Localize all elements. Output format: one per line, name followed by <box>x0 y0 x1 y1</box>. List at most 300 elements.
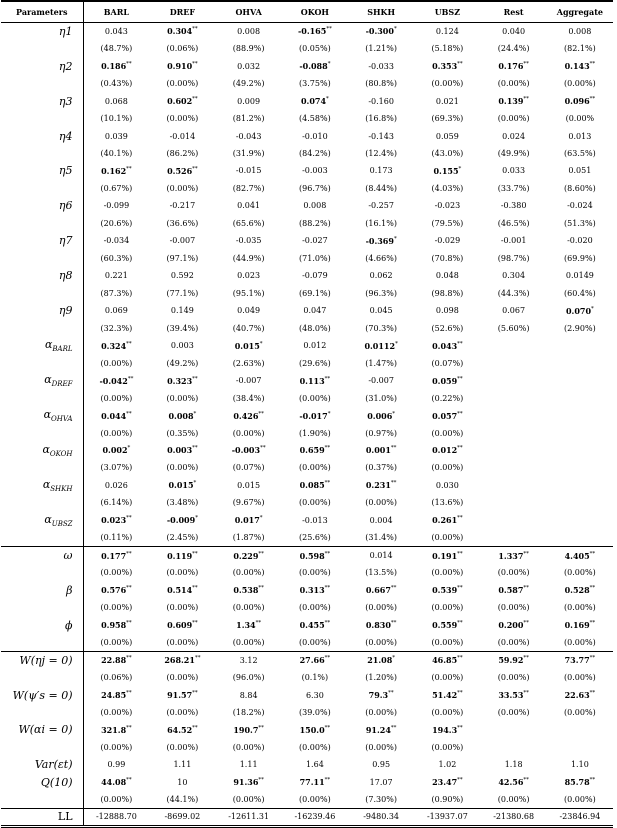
pvalue-cell: (97.1%) <box>166 253 199 263</box>
estimate-cell <box>481 407 547 424</box>
estimate-cell: 0.313** <box>299 585 331 596</box>
pvalue-row <box>1 250 613 267</box>
pvalue-cell: (44.1%) <box>166 795 199 805</box>
pvalue-cell: (0.00%) <box>166 79 199 89</box>
pvalue-cell: (2.45%) <box>166 533 199 543</box>
pvalue-cell: (0.00%) <box>166 673 199 683</box>
pvalue-cell: (36.6%) <box>166 218 199 228</box>
row-label-empty <box>1 285 83 302</box>
estimate-cell: 321.8** <box>83 721 149 738</box>
pvalue-cell: (7.30%) <box>365 795 397 805</box>
pvalue-cell: (0.00%) <box>431 742 464 752</box>
estimate-cell: 0.062 <box>369 271 393 281</box>
estimate-cell: 0.539** <box>432 585 463 596</box>
pvalue-cell: (32.3%) <box>83 319 149 336</box>
pvalue-cell: (88.9%) <box>232 44 265 54</box>
pvalue-row <box>1 634 613 651</box>
estimate-cell: 0.324** <box>83 337 149 354</box>
pvalue-cell: (0.37%) <box>365 463 397 473</box>
estimate-cell: 0.559** <box>432 620 463 631</box>
row-label-empty <box>1 791 83 808</box>
estimate-cell: 0.015* <box>168 480 197 491</box>
pvalue-cell: (95.1%) <box>232 288 265 298</box>
pvalue-cell: (0.00%) <box>83 634 149 651</box>
estimate-cell: 0.162** <box>83 162 149 179</box>
row-label-empty <box>1 564 83 581</box>
estimate-cell: 0.033 <box>502 166 526 176</box>
pvalue-cell: (79.5%) <box>431 218 464 228</box>
estimate-cell: 0.008 <box>303 201 327 211</box>
estimate-cell: -0.023 <box>434 201 461 211</box>
estimate-cell <box>481 442 547 459</box>
row-label-empty <box>1 389 83 406</box>
pvalue-row <box>1 739 613 756</box>
pvalue-cell: (0.00%) <box>232 428 265 438</box>
estimate-cell: 0.021 <box>435 96 459 106</box>
estimation-results-table <box>1 0 613 828</box>
variance-cell: 1.10 <box>570 760 589 770</box>
pvalue-cell: (46.5%) <box>497 218 530 228</box>
pvalue-cell: (1.87%) <box>232 533 265 543</box>
estimate-cell: -0.165** <box>297 26 332 37</box>
pvalue-cell: (31.4%) <box>365 533 397 543</box>
pvalue-cell: (0.00%) <box>431 708 464 718</box>
log-likelihood-cell: -23846.94 <box>547 809 613 826</box>
pvalue-cell: (33.7%) <box>497 183 530 193</box>
pvalue-cell: (0.67%) <box>83 180 149 197</box>
pvalue-cell: (0.00%) <box>564 673 596 683</box>
pvalue-row <box>1 459 613 476</box>
parameter-label: $\alpha_{DREF}$ <box>44 373 73 389</box>
pvalue-cell: (1.20%) <box>365 673 397 683</box>
estimate-cell: 0.455** <box>299 620 331 631</box>
estimate-cell: 0.041 <box>237 201 261 211</box>
pvalue-row <box>1 75 613 92</box>
pvalue-cell: (0.00%) <box>232 603 265 613</box>
row-label-empty <box>1 424 83 441</box>
pvalue-row <box>1 599 613 616</box>
estimate-cell: -0.034 <box>83 232 149 249</box>
pvalue-cell: (4.66%) <box>365 253 397 263</box>
pvalue-cell: (71.0%) <box>299 253 331 263</box>
estimate-cell: 0.043 <box>83 23 149 40</box>
parameter-label: η8 <box>58 269 73 283</box>
pvalue-cell: (52.6%) <box>431 323 464 333</box>
estimate-cell: -0.010 <box>302 131 328 141</box>
pvalue-cell: (0.00%) <box>83 704 149 721</box>
parameter-row <box>1 267 613 284</box>
pvalue-cell: (0.00%) <box>166 114 199 124</box>
estimate-cell: 0.0112* <box>364 340 398 351</box>
estimate-cell: 0.059** <box>432 375 463 386</box>
pvalue-cell: (87.3%) <box>83 285 149 302</box>
pvalue-cell <box>547 494 613 511</box>
pvalue-cell <box>547 354 613 371</box>
estimate-cell <box>547 407 613 424</box>
pvalue-cell: (0.00%) <box>497 637 530 647</box>
header-rest: Rest <box>481 1 547 23</box>
pvalue-cell: (1.90%) <box>299 428 331 438</box>
pvalue-cell: (0.00%) <box>232 742 265 752</box>
pvalue-cell: (0.00%) <box>299 637 331 647</box>
pvalue-cell <box>481 529 547 546</box>
estimate-cell: -0.027 <box>302 236 328 246</box>
pvalue-row <box>1 40 613 57</box>
pvalue-row <box>1 669 613 686</box>
variance-cell: 1.11 <box>173 760 192 770</box>
pvalue-cell: (0.00%) <box>232 568 265 578</box>
pvalue-cell: (31.0%) <box>365 393 397 403</box>
table-header-row <box>1 1 613 23</box>
pvalue-row <box>1 791 613 808</box>
estimate-cell: -0.257 <box>368 201 394 211</box>
parameter-row <box>1 442 613 459</box>
estimate-cell: 0.003** <box>167 445 198 456</box>
pvalue-cell: (70.3%) <box>365 323 397 333</box>
pvalue-cell: (4.03%) <box>431 183 464 193</box>
estimate-cell: -0.003** <box>231 445 266 456</box>
estimate-cell <box>481 512 547 529</box>
estimate-cell: 0.119** <box>149 547 215 564</box>
parameter-label: W(αi = 0) <box>18 723 73 737</box>
estimate-cell: 0.044** <box>83 407 149 424</box>
variance-cell: 0.99 <box>83 756 149 773</box>
estimate-cell: 0.045 <box>369 306 393 316</box>
pvalue-row <box>1 215 613 232</box>
estimate-cell: 0.149 <box>170 306 194 316</box>
parameter-label: β <box>66 583 73 597</box>
variance-cell: 1.11 <box>239 760 258 770</box>
estimate-cell: 0.304** <box>167 26 198 37</box>
estimate-cell: 51.42** <box>432 690 463 701</box>
pvalue-cell: (39.4%) <box>166 323 199 333</box>
pvalue-cell <box>481 389 547 406</box>
estimate-cell: 194.3** <box>432 724 463 735</box>
pvalue-cell: (0.97%) <box>365 428 397 438</box>
estimate-cell: 0.231** <box>365 480 397 491</box>
pvalue-cell: (0.00%) <box>83 791 149 808</box>
pvalue-cell: (44.9%) <box>232 253 265 263</box>
pvalue-row <box>1 529 613 546</box>
pvalue-cell: (13.6%) <box>431 498 464 508</box>
estimate-cell: 0.191** <box>414 547 480 564</box>
results-table-page <box>1 0 613 828</box>
pvalue-cell: (29.6%) <box>299 358 331 368</box>
pvalue-cell: (0.00%) <box>497 708 530 718</box>
estimate-cell: 85.78** <box>564 777 596 788</box>
estimate-cell: 0.592 <box>170 271 194 281</box>
pvalue-cell: (0.00%) <box>299 568 331 578</box>
pvalue-row <box>1 285 613 302</box>
estimate-cell: 0.0149 <box>565 271 594 281</box>
parameter-label: W(ψ′s = 0) <box>12 688 73 702</box>
pvalue-cell: (0.00%) <box>564 795 596 805</box>
pvalue-cell: (80.8%) <box>365 79 397 89</box>
pvalue-row <box>1 494 613 511</box>
estimate-cell: 64.52** <box>167 724 198 735</box>
estimate-cell: 0.587** <box>498 585 529 596</box>
pvalue-row <box>1 354 613 371</box>
pvalue-cell: (20.6%) <box>83 215 149 232</box>
estimate-cell: 0.139** <box>498 96 529 107</box>
row-label-empty <box>1 250 83 267</box>
pvalue-row <box>1 704 613 721</box>
estimate-cell: 1.337** <box>481 547 547 564</box>
estimate-cell: 0.830** <box>365 620 397 631</box>
row-label-empty <box>1 599 83 616</box>
pvalue-cell: (0.00%) <box>166 183 199 193</box>
pvalue-cell: (44.3%) <box>497 288 530 298</box>
estimate-cell <box>481 337 547 354</box>
parameter-row <box>1 57 613 74</box>
estimate-cell: -0.013 <box>302 515 328 525</box>
pvalue-cell: (88.2%) <box>299 218 331 228</box>
estimate-cell: 0.186** <box>83 57 149 74</box>
pvalue-row <box>1 180 613 197</box>
pvalue-cell: (0.00%) <box>431 428 464 438</box>
pvalue-cell: (96.3%) <box>365 288 397 298</box>
pvalue-cell: (96.7%) <box>299 183 331 193</box>
estimate-cell: 0.008 <box>568 26 592 36</box>
estimate-cell: -0.014 <box>169 131 196 141</box>
estimate-cell: 0.528** <box>564 585 596 596</box>
estimate-cell <box>547 337 613 354</box>
pvalue-cell: (40.7%) <box>232 323 265 333</box>
pvalue-cell: (25.6%) <box>299 533 331 543</box>
pvalue-cell: (18.2%) <box>232 708 265 718</box>
estimate-cell: -0.003 <box>302 166 328 176</box>
pvalue-cell: (0.06%) <box>83 669 149 686</box>
pvalue-row <box>1 389 613 406</box>
estimate-cell: 0.026 <box>83 477 149 494</box>
parameter-row <box>1 23 613 40</box>
pvalue-cell: (0.00%) <box>299 742 331 752</box>
pvalue-cell: (69.1%) <box>299 288 331 298</box>
estimate-cell: -0.033 <box>368 61 394 71</box>
pvalue-cell: (2.63%) <box>232 358 265 368</box>
parameter-row <box>1 651 613 668</box>
estimate-cell: 0.047 <box>303 306 327 316</box>
pvalue-cell: (60.4%) <box>564 288 596 298</box>
estimate-cell: 1.34** <box>236 620 262 631</box>
parameter-row <box>1 302 613 319</box>
header-parameters: Parameters <box>1 1 83 23</box>
pvalue-cell: (4.58%) <box>299 114 331 124</box>
pvalue-cell: (0.00%) <box>83 739 149 756</box>
pvalue-cell: (0.00%) <box>564 568 596 578</box>
estimate-cell: 0.059 <box>435 131 459 141</box>
estimate-cell: 59.92** <box>481 651 547 668</box>
estimate-cell: 91.57** <box>167 690 198 701</box>
row-label-empty <box>1 145 83 162</box>
estimate-cell: 0.051 <box>568 166 592 176</box>
pvalue-cell: (0.00%) <box>431 568 464 578</box>
estimate-cell <box>481 372 547 389</box>
pvalue-cell: (0.00%) <box>365 603 397 613</box>
variance-cell: 1.02 <box>438 760 457 770</box>
estimate-cell: -0.017* <box>299 410 331 421</box>
row-label-empty <box>1 739 83 756</box>
estimate-cell: -0.043 <box>235 131 262 141</box>
estimate-cell: 0.067 <box>502 306 526 316</box>
estimate-cell: 0.169** <box>564 620 596 631</box>
pvalue-cell: (3.07%) <box>83 459 149 476</box>
estimate-cell: 79.3** <box>368 690 394 701</box>
estimate-cell <box>547 442 613 459</box>
estimate-cell: 0.538** <box>233 585 264 596</box>
variance-cell: 1.64 <box>305 760 324 770</box>
pvalue-cell: (38.4%) <box>232 393 265 403</box>
parameter-row <box>1 232 613 249</box>
pvalue-cell: (3.75%) <box>299 79 331 89</box>
estimate-cell: 0.176** <box>498 61 529 72</box>
pvalue-row <box>1 319 613 336</box>
estimate-cell: 268.21** <box>149 651 215 668</box>
pvalue-cell: (84.2%) <box>299 149 331 159</box>
pvalue-cell: (82.1%) <box>564 44 596 54</box>
pvalue-cell: (0.00%) <box>431 79 464 89</box>
pvalue-cell: (0.90%) <box>431 795 464 805</box>
pvalue-cell: (0.00%) <box>564 637 596 647</box>
pvalue-cell: (0.00%) <box>232 795 265 805</box>
pvalue-cell: (0.00%) <box>497 795 530 805</box>
estimate-cell: 3.12 <box>216 651 282 668</box>
parameter-label: η5 <box>58 164 73 178</box>
estimate-cell: 22.63** <box>564 690 596 701</box>
estimate-cell: 0.353** <box>432 61 463 72</box>
pvalue-cell: (0.22%) <box>431 393 464 403</box>
estimate-cell: -0.007 <box>235 376 262 386</box>
log-likelihood-cell: -21380.68 <box>481 809 547 826</box>
pvalue-cell: (0.05%) <box>299 44 331 54</box>
log-likelihood-cell: -12611.31 <box>216 809 282 826</box>
estimate-cell <box>547 721 613 738</box>
estimate-cell: 8.84 <box>239 690 258 700</box>
estimate-cell: 42.56** <box>498 777 529 788</box>
pvalue-cell: (2.90%) <box>564 323 596 333</box>
pvalue-cell: (0.00%) <box>564 603 596 613</box>
estimate-cell: 0.049 <box>237 306 261 316</box>
pvalue-cell: (0.00%) <box>497 114 530 124</box>
estimate-cell: 44.08** <box>83 774 149 791</box>
pvalue-cell: (12.4%) <box>365 149 397 159</box>
estimate-cell: 46.85** <box>414 651 480 668</box>
log-likelihood-cell: -12888.70 <box>83 809 149 826</box>
estimate-cell: 0.143** <box>564 61 596 72</box>
parameter-row <box>1 686 613 703</box>
pvalue-cell: (1.21%) <box>365 44 397 54</box>
pvalue-cell <box>547 529 613 546</box>
parameter-row <box>1 477 613 494</box>
estimate-cell: -0.160 <box>368 96 394 106</box>
header-ohva: OHVA <box>216 1 282 23</box>
pvalue-cell: (51.3%) <box>564 218 596 228</box>
estimate-cell: -0.088* <box>299 61 331 72</box>
parameter-label: Var(εt) <box>34 758 73 772</box>
pvalue-cell: (0.00%) <box>431 603 464 613</box>
pvalue-cell: (48.7%) <box>83 40 149 57</box>
header-shkh: SHKH <box>348 1 414 23</box>
pvalue-cell: (24.4%) <box>497 44 530 54</box>
estimate-cell: -0.079 <box>302 271 328 281</box>
estimate-cell: 0.023 <box>237 271 261 281</box>
row-label-empty <box>1 459 83 476</box>
parameter-row <box>1 721 613 738</box>
estimate-cell: 0.177** <box>83 547 149 564</box>
row-label-empty <box>1 494 83 511</box>
pvalue-row <box>1 110 613 127</box>
pvalue-cell: (0.43%) <box>83 75 149 92</box>
pvalue-cell: (31.9%) <box>232 149 265 159</box>
parameter-label: ω <box>1 547 83 564</box>
estimate-cell: 0.002* <box>83 442 149 459</box>
estimate-cell: 0.098 <box>435 306 459 316</box>
pvalue-cell: (0.00%) <box>431 463 464 473</box>
parameter-label: $\alpha_{OHVA}$ <box>43 407 73 424</box>
estimate-cell: 0.013 <box>568 131 592 141</box>
pvalue-cell <box>481 739 547 756</box>
estimate-cell: -0.024 <box>567 201 593 211</box>
estimate-cell: -0.217 <box>169 201 196 211</box>
pvalue-cell: (98.8%) <box>431 288 464 298</box>
log-likelihood-cell: -13937.07 <box>414 809 480 826</box>
pvalue-cell: (0.00%) <box>83 424 149 441</box>
pvalue-cell: (43.0%) <box>431 149 464 159</box>
pvalue-cell: (0.00%) <box>83 354 149 371</box>
estimate-cell: 0.012 <box>303 341 327 351</box>
pvalue-cell: (0.00%) <box>166 393 199 403</box>
parameter-label: ϕ <box>65 618 73 632</box>
pvalue-cell: (0.00%) <box>299 603 331 613</box>
estimate-cell: 0.070* <box>565 305 594 316</box>
pvalue-cell: (8.60%) <box>564 183 596 193</box>
estimate-cell: 0.043** <box>432 340 463 351</box>
estimate-cell: 0.012** <box>432 445 463 456</box>
log-likelihood-cell: -8699.02 <box>149 809 215 826</box>
pvalue-cell: (0.07%) <box>431 358 464 368</box>
estimate-cell: 21.08* <box>348 651 414 668</box>
header-dref: DREF <box>149 1 215 23</box>
row-label-empty <box>1 529 83 546</box>
estimate-cell: 0.124 <box>435 26 459 36</box>
pvalue-cell: (0.00%) <box>232 637 265 647</box>
pvalue-cell: (0.00% <box>565 114 595 124</box>
estimate-cell: 0.008* <box>168 410 197 421</box>
row-label-empty <box>1 215 83 232</box>
pvalue-cell: (5.18%) <box>431 44 464 54</box>
estimate-cell: 0.659** <box>299 445 331 456</box>
pvalue-cell <box>547 424 613 441</box>
estimate-cell: 0.015 <box>237 480 261 490</box>
estimate-cell: 0.229** <box>216 547 282 564</box>
estimate-cell: -0.007 <box>169 236 196 246</box>
estimate-cell: -0.009* <box>166 515 198 526</box>
estimate-cell: -0.042** <box>83 372 149 389</box>
pvalue-cell: (63.5%) <box>564 149 596 159</box>
pvalue-cell: (0.00%) <box>166 708 199 718</box>
estimate-cell: -0.015 <box>235 166 262 176</box>
pvalue-cell: (1.47%) <box>365 358 397 368</box>
estimate-cell: 91.24** <box>365 724 397 735</box>
parameter-label: η1 <box>58 24 73 38</box>
parameter-label: η9 <box>58 304 73 318</box>
estimate-cell: 0.155* <box>433 165 462 176</box>
estimate-cell: 0.068 <box>83 92 149 109</box>
parameter-row <box>1 127 613 144</box>
estimate-cell: 0.096** <box>564 96 596 107</box>
estimate-cell: 0.074* <box>300 96 329 107</box>
parameter-row <box>1 337 613 354</box>
